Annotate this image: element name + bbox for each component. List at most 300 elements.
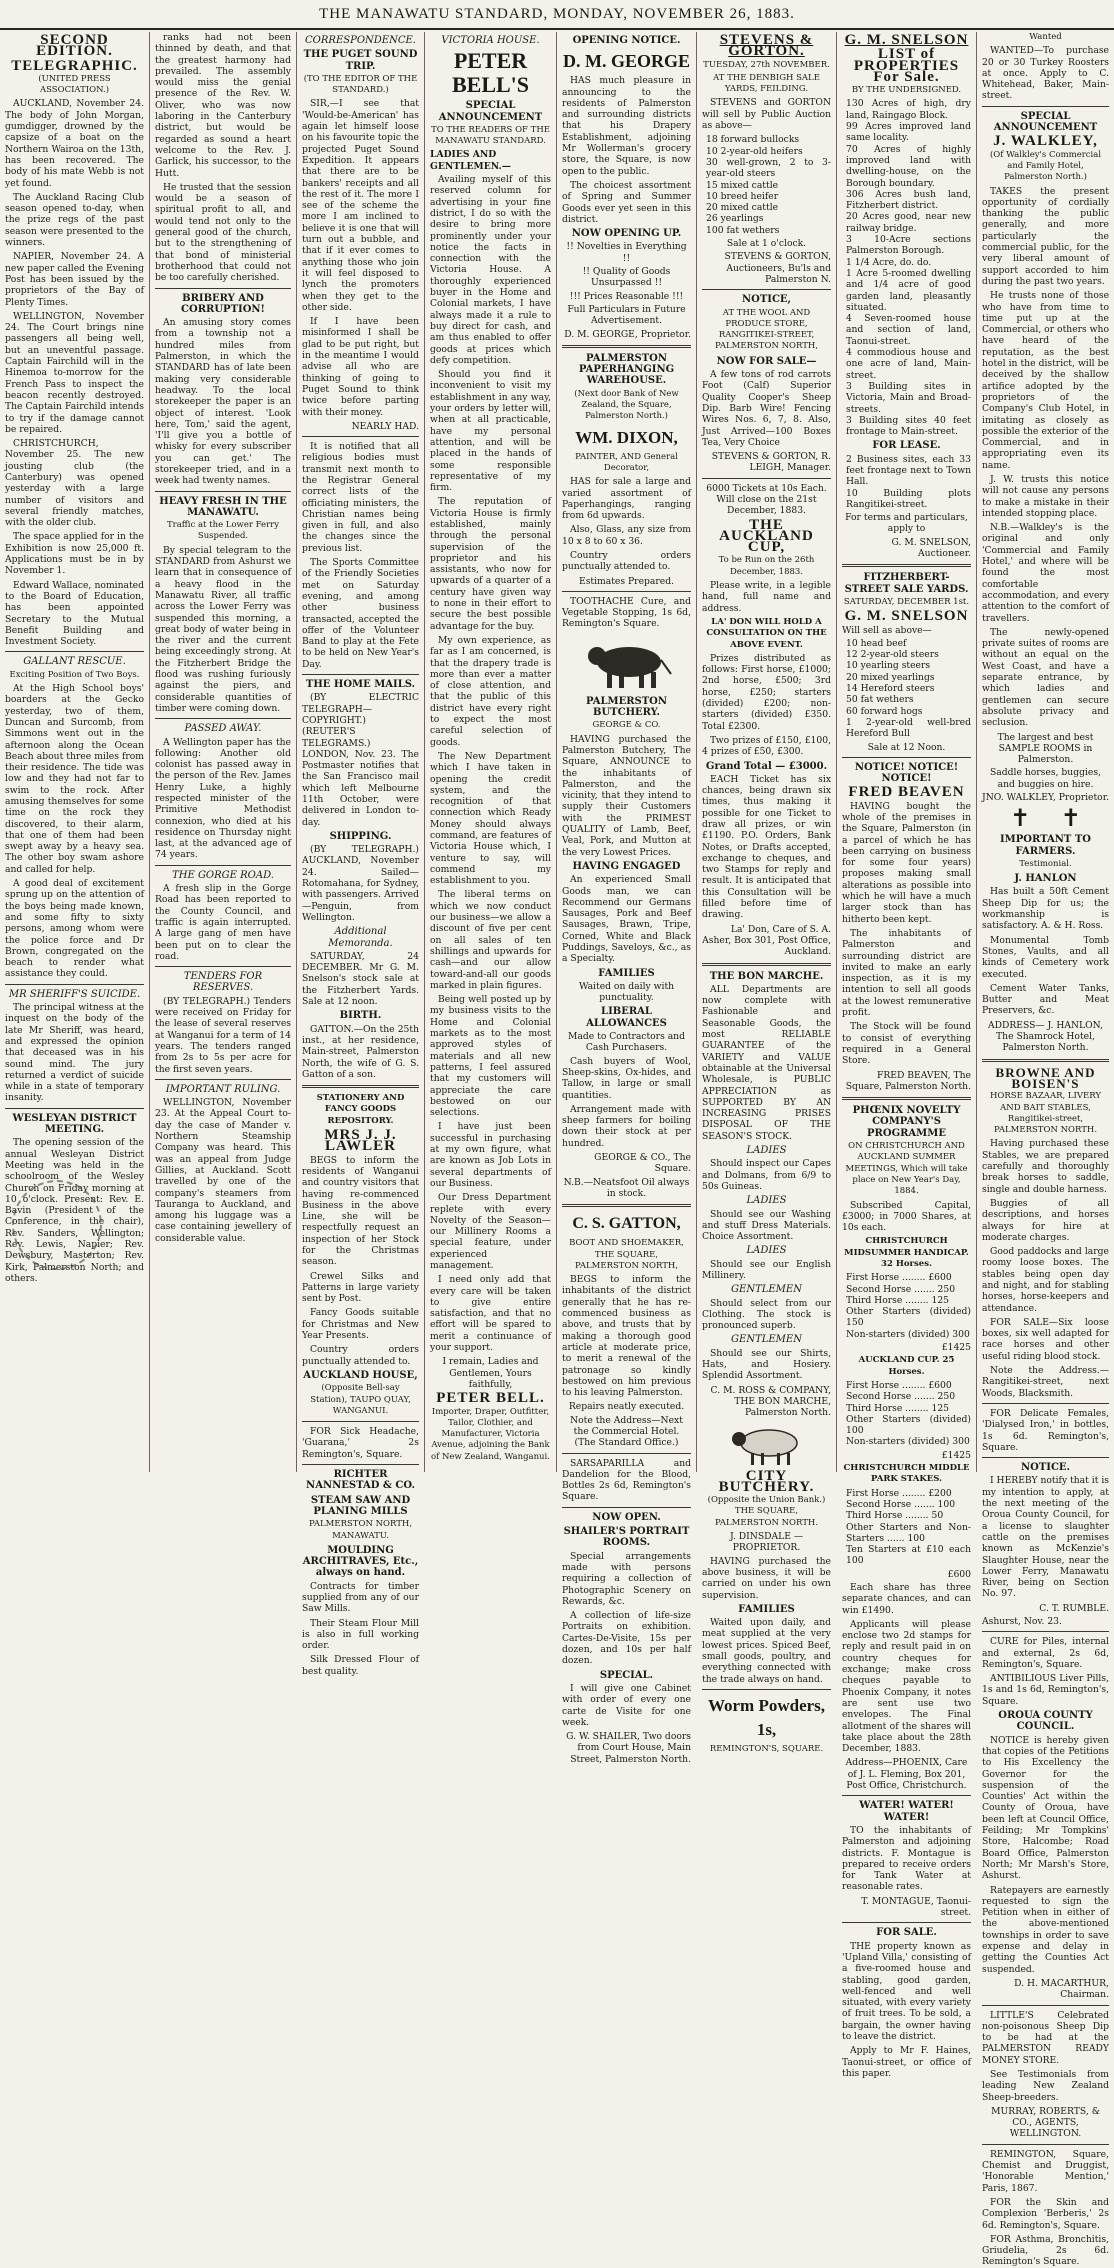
list-item: Third Horse ........ 125 (846, 1402, 950, 1414)
ad-title: G. M. SNELSON (844, 608, 969, 625)
list-item: Third Horse ........ 125 (846, 1294, 950, 1306)
ad-heading: FAMILIES (598, 967, 655, 979)
ad-para: TOOTHACHE Cure, and Vegetable Stopping, 1s 6d, Remington's Square. (562, 595, 691, 630)
list-item: Third Horse ........ 50 (846, 1510, 944, 1522)
ad-line: Made to Contractors and Cash Purchasers. (568, 1031, 685, 1054)
ad-para: Should you find it inconvenient to visit my establishment in any way, your orders by letter will, when at all practicable, have my personal attention, and will be placed in the hands of some responsible representative of my firm. (430, 369, 551, 494)
divider (155, 966, 291, 967)
ad-line: N.B.—Neatsfoot Oil always in stock. (563, 1176, 690, 1199)
ad-para: Apply to Mr F. Haines, Taonui-street, or office of this paper. (842, 2045, 971, 2079)
ad-para: I HEREBY notify that it is my intention to apply, at the next meeting of the Oroua County Council, for a license to slaughter cattle on the premises known as McKenzie's Slaughter House, near the Lower Ferry, Manawatu River, being on Section No. 97. (982, 1475, 1109, 1600)
ad-subheading: HORSE BAZAAR, LIVERY AND BAIT STABLES, Rangitikei-street, PALMERSTON NORTH. (990, 1091, 1101, 1136)
ad-para: Cash buyers of Wool, Sheep-skins, Ox-hides, and Tallow, in large or small quantities. (562, 1055, 691, 1101)
signature: G. W. SHAILER, Two doors from Court House, Main Street, Palmerston North. (566, 1731, 691, 1765)
ad-heading: NOTICE! NOTICE! NOTICE! (854, 761, 959, 785)
ad-heading: FOR SALE. (876, 1927, 937, 1939)
signature: T. MONTAGUE, Taonui-street. (861, 1895, 971, 1919)
list-item: 306 Acres bush land, Fitzherbert district. (846, 188, 971, 212)
list-item: 100 fat wethers (706, 224, 780, 236)
ad-heading: FITZHERBERT-STREET SALE YARDS. (844, 572, 969, 595)
ad-heading: STATIONERY AND FANCY GOODS REPOSITORY. (316, 1093, 405, 1126)
list-item: Other Starters (divided) 150 (846, 1306, 971, 1329)
list-item: 12 2-year-old steers (846, 649, 939, 661)
ad-subheading: (Opposite Bell-say Station), TAUPO QUAY, WANGANUI. (310, 1383, 411, 1416)
ad-heading: NOW OPENING UP. (571, 228, 682, 240)
ad-line: Estimates Prepared. (578, 575, 674, 587)
signature: D. H. MACARTHUR, Chairman. (1014, 1977, 1109, 2001)
ad-para: Being well posted up by my business visits to the Home and Colonial markets as to the most approved styles of materials and all new patterns, I feel assured that my customers will appreciate the care bestowed on our selections. (430, 994, 551, 1119)
ad-para: Each share has three separate chances, and can win £1490. (842, 1582, 971, 1616)
list-item: 50 fat wethers (846, 694, 914, 706)
race-heading: CHRISTCHURCH MIDDLE PARK STAKES. (843, 1463, 970, 1485)
article-para: A fresh slip in the Gorge Road has been reported to the County Council, and traffic is again interrupted. A large gang of men have been put on to clear the road. (155, 883, 291, 962)
ad-line: For terms and particulars, apply to (845, 512, 968, 535)
article-para: If I have been misinformed I shall be glad to be put right, but in the meantime I would advise all who are thinking of going to Puget Sound to think twice before parting with their money. (302, 316, 419, 418)
ad-para: The New Department which I have taken in opening the credit system, and the recognition of that connection which Ready Money should always command, are features of Victoria House which, I venture to say, will commend my establishment to you. (430, 750, 551, 887)
divider (982, 2005, 1109, 2006)
ad-heading: NOW OPEN. (592, 1511, 661, 1523)
ad-heading: RICHTER NANNESTAD & CO. (306, 1469, 415, 1492)
ad-para: Good paddocks and large roomy loose boxes. The stables being open day and night, and for stabling horses, horse-keepers and attendance. (982, 1246, 1109, 1314)
ad-para: Cement Water Tanks, Butter and Meat Preservers, &c. (982, 982, 1109, 1017)
article-para: The opening session of the annual Wesleyan District Meeting was held in the schoolroom of the Wesley Church on Friday morning at 10 o'clock. Present: Rev. E. Bavin (President of the Conference, in the chair), Rev. Sanders, Wellington; Rev. Lewis, Napier; Rev. Dewsbury, Masterton; Rev. Kirk, Palmerston North; and others. (5, 1137, 144, 1284)
prize-total: £600 (947, 1568, 971, 1580)
divider (982, 1059, 1109, 1062)
divider (5, 651, 144, 652)
ad-heading: NOTICE, (741, 294, 792, 306)
divider (155, 718, 291, 719)
ad-para: Buggies of all descriptions, and horses always for hire at moderate charges. (982, 1197, 1109, 1243)
ad-para: I will give one Cabinet with order of every one carte de Visite for one week. (562, 1682, 691, 1728)
ad-para: Availing myself of this reserved column for advertising in your fine district, I do so with the desire to bring more prominently under your notice the facts in connection with the Victoria House. A thoroughly experienced buyer in the Home and Colonial markets, I have always made it a rule to buy direct for cash, and am thus enabled to offer goods at prices which defy competition. (430, 174, 551, 366)
ad-heading: SHAILER'S PORTRAIT ROOMS. (563, 1526, 690, 1549)
article-para: NAPIER, November 24. A new paper called the Evening Post has been issued by the proprietors of the Bay of Plenty Times. (5, 251, 144, 308)
ad-para: Note the Address.—Rangitikei-street, next Woods, Blacksmith. (982, 1365, 1109, 1399)
ad-heading: PHŒNIX NOVELTY COMPANY'S PROGRAMME (852, 1105, 961, 1139)
prize-total: £1425 (941, 1449, 971, 1461)
divider (302, 1421, 419, 1422)
list-item: 26 yearlings (706, 213, 764, 225)
ad-line: The largest and best SAMPLE ROOMS in Palmerston. (997, 731, 1094, 766)
ad-para: Arrangement made with sheep farmers for boiling down their stock at per hundred. (562, 1103, 691, 1149)
ad-heading: MOULDING ARCHITRAVES, Etc., always on hand. (302, 1544, 419, 1579)
section-heading: THE GORGE ROAD. (172, 869, 274, 881)
ad-para: REMINGTON, Square, Chemist and Druggist, 'Honorable Mention,' Paris, 1867. (982, 2148, 1109, 2194)
ad-heading: GENTLEMEN (731, 1334, 802, 1346)
ad-line: !! Quality of Goods Unsurpassed !! (582, 266, 671, 289)
ad-heading: VICTORIA HOUSE. (441, 35, 540, 46)
divider (842, 1097, 971, 1100)
ad-para: HAVING purchased the Palmerston Butchery, The Square, ANNOUNCE to the inhabitants of Palmerston, and the vicinity, that they intend to supply their Customers with the PRIMEST QUALITY of Lamb, Beef, Veal, Pork, and Mutton at the very Lowest Prices. (562, 733, 691, 858)
divider (155, 865, 291, 866)
divider (982, 1457, 1109, 1458)
ad-heading: LADIES (746, 1245, 787, 1257)
ad-heading: IMPORTANT TO FARMERS. (1000, 834, 1091, 857)
ad-para: FOR the Skin and Complexion 'Berberis,' 2s 6d. Remington's, Square. (982, 2196, 1109, 2231)
article-para: By special telegram to the STANDARD from Ashurst we learn that in consequence of a heavy flood in the Manawatu River, all traffic across the Lower Ferry was suspended this morning, a great body of water being in the river and the current being exceedingly strong. At the Fitzherbert Bridge the flood was rushing furiously against the piers, and considerable quantities of timber were coming down. (155, 544, 291, 714)
divider (562, 1453, 691, 1454)
ad-para: The choicest assortment of Spring and Summer Goods ever yet seen in this district. (562, 179, 691, 225)
ad-para: The newly-opened private suites of rooms are without an equal on the West Coast, and have a separate entrance, by which ladies and gentlemen can secure absolute privacy and seclusion. (982, 626, 1109, 729)
list-item: 15 mixed cattle (706, 179, 779, 191)
article-para: It is notified that all religious bodies must transmit next month to the Registrar General correct lists of the officiating ministers, the Christian names being given in full, and also the changes since the previous list. (302, 441, 419, 554)
article-para: (BY TELEGRAPH.) AUCKLAND, November 24. Sailed—Rotomahana, for Sydney, with passengers. Arrived—Penguin, from Wellington. (302, 844, 419, 923)
divider (155, 1079, 291, 1080)
article-para: An amusing story comes from a township not a hundred miles from Palmerston, in which the STANDARD has of late been making very considerable headway. To the local storekeeper the paper is an object of interest. 'Look here, Tom,' said the agent, 'I'll give you a bottle of whisky for every subscriber you can get.' The storekeeper tried, and in a week had twenty names. (155, 317, 291, 487)
column-7 (837, 32, 977, 2079)
ad-para: N.B.—Walkley's is the original and only 'Commercial and Family Hotel,' and where will be found the most comfortable accommodation, and every attention to the comfort of travellers. (982, 522, 1109, 624)
ad-subheading: (Next door Bank of New Zealand, the Square, Palmerston North.) (574, 388, 679, 422)
salutation: LADIES AND GENTLEMEN.— (430, 149, 511, 172)
ad-title: G. M. SNELSON (844, 32, 969, 48)
ad-line: Note the Address—Next the Commercial Hotel. (The Standard Office.) (570, 1414, 683, 1449)
divider (302, 1085, 419, 1088)
prize-list (842, 1380, 971, 1448)
ad-subheading: TO THE READERS OF THE MANAWATU STANDARD. (431, 124, 550, 147)
list-item: Non-starters (divided) 300 (846, 1328, 970, 1340)
article-para: ranks had not been thinned by death, and that the greatest harmony had prevailed. The assembly would miss the genial presence of the Rev. W. Oliver, who was now laboring in the Canterbury district, but would be regarded as sound a heart welcome to the Rev. J. Garlick, his successor, to the Hutt. (155, 32, 291, 179)
ad-para: Our Dress Department replete with every Novelty of the Season—our Millinery Rooms a special feature, under experienced management. (430, 1192, 551, 1271)
column-label: Wanted (1029, 32, 1062, 42)
list-item: 18 forward bullocks (706, 134, 800, 146)
sheep-illustration (725, 1423, 809, 1467)
section-subheading: Traffic at the Lower Ferry Suspended. (166, 520, 280, 542)
ad-heading: PALMERSTON PAPERHANGING WAREHOUSE. (578, 352, 675, 387)
ad-heading: THE BON MARCHE. (709, 970, 824, 982)
ad-heading: LADIES (746, 1145, 787, 1157)
ad-para: Should select from our Clothing. The stock is pronounced superb. (702, 1297, 831, 1332)
article-para: (BY TELEGRAPH.) Tenders were received on Friday for the lease of several reserves at Wanganui for a term of 14 years. The tenders ranged from 2s to 5s per acre for the first seven years. (155, 995, 291, 1075)
race-heading: CHRISTCHURCH MIDSUMMER HANDICAP. 32 Horses. (844, 1236, 969, 1269)
ad-para: Waited upon daily, and meat supplied at the very lowest prices. Spiced Beef, small goods, poultry, and everything connected with the trade always on hand. (702, 1617, 831, 1685)
list-item: 70 Acres of highly improved land with dwelling-house, on the Borough boundary. (846, 143, 971, 189)
signature: C. M. ROSS & COMPANY, THE BON MARCHE, Palmerston North. (710, 1384, 831, 1419)
ad-date: Ashurst, Nov. 23. (982, 1616, 1062, 1627)
section-heading: THE PUGET SOUND TRIP. (303, 49, 418, 72)
ad-para: HAVING bought the whole of the premises in the Square, Palmerston (in a parcel of which he has been carrying on business for some four years) proposes making small alterations as possible into which he will have a much larger stock than has hitherto been kept. (842, 800, 971, 925)
section-heading: GALLANT RESCUE. (23, 656, 126, 668)
masthead: THE MANAWATU STANDARD, MONDAY, NOVEMBER 26, 1883. (0, 0, 1114, 30)
ad-heading: STEAM SAW AND PLANING MILLS (310, 1494, 411, 1517)
section-heading: TENDERS FOR RESERVES. (183, 971, 263, 994)
list-item: 20 mixed yearlings (846, 671, 935, 683)
ad-line: ADDRESS— J. HANLON, The Shamrock Hotel, Palmerston North. (987, 1019, 1104, 1054)
article-para: The space applied for in the Exhibition is now 25,000 ft. Applications must be in by November 1. (5, 531, 144, 577)
ad-heading: Grand Total — £3000. (705, 760, 828, 772)
ad-para: Country orders punctually attended to. (302, 1344, 419, 1367)
list-item: 10 Building plots Rangitikei-street. (846, 487, 971, 510)
ad-heading: GENTLEMEN (731, 1284, 802, 1296)
ad-para: Special arrangements made with persons requiring a collection of Photographic Scenery on Rewards, &c. (562, 1550, 691, 1607)
article-para: The Auckland Racing Club season opened to-day, when the prize regs of the past season were presented to the winners. (5, 191, 144, 249)
ad-para: HAS for sale a large and varied assortment of Paperhangings, ranging from 6d upwards. (562, 476, 691, 522)
ad-para: Subscribed Capital, £3000; in 7000 Shares, at 10s each. (842, 1199, 971, 1234)
ad-title: BROWNE AND BOISEN'S (995, 1064, 1096, 1091)
article-para: He trusted that the session would be a season of spiritual profit to all, and would tend not only to the general good of the church, but to the strengthening of that bond of ministerial brotherhood that could not be too carefully cherished. (155, 181, 291, 284)
section-heading: BIRTH. (339, 1010, 382, 1022)
list-item: First Horse ........ £600 (846, 1379, 952, 1391)
section-heading: PASSED AWAY. (184, 723, 262, 735)
list-item: 10 breed heifer (706, 190, 779, 202)
stock-list (702, 134, 831, 236)
ad-para: LITTLE'S Celebrated non-poisonous Sheep Dip to be had at the PALMERSTON READY MONEY STORE. (982, 2009, 1109, 2066)
ad-heading: HAVING ENGAGED (572, 860, 681, 872)
divider (842, 1922, 971, 1923)
section-heading: IMPORTANT RULING. (165, 1083, 281, 1095)
ad-heading: LIBERAL ALLOWANCES (586, 1006, 667, 1029)
article-para: GATTON.—On the 25th inst., at her residence, Main-street, Palmerston North, the wife of G. S. Gatton of a son. (302, 1023, 419, 1080)
ad-para: Two prizes of £150, £100, 4 prizes of £50, £300. (702, 734, 831, 758)
ad-para: Should see our English Millinery. (702, 1258, 831, 1281)
list-item: 1 1/4 Acre, do. do. (846, 256, 932, 268)
list-item: 3 Building sites in Victoria, Main and Broad-streets. (846, 380, 971, 415)
article-para: AUCKLAND, November 24. The body of John Morgan, gumdigger, drowned by the capsize of a boat on the Northern Wairoa on the 13th, has been recovered. The body of his mate Webb is not yet found. (5, 98, 144, 189)
ad-subheading: (Of Walkley's Commercial and Family Hotel, Palmerston North.) (989, 149, 1102, 183)
ad-subheading: (Opposite the Union Bank.) THE SQUARE, PALMERSTON NORTH. (707, 1495, 826, 1528)
signature: G. M. SNELSON, Auctioneer. (891, 536, 971, 560)
ad-para: The Stock will be found to consist of everything required in a General Store. (842, 1021, 971, 1067)
ad-para: Silk Dressed Flour of best quality. (302, 1654, 419, 1677)
article-para: A good deal of excitement sprung up on the attention of the boys being made known, and some fifty to sixty persons, among whom were the police force and Dr Brown, congregated on the beach to render what assistance they could. (5, 878, 144, 980)
section-heading: Additional Memoranda. (328, 926, 393, 949)
list-item: 4 commodious house and one acre of land, Main-street. (846, 347, 971, 381)
telegraphic-heading: TELEGRAPHIC. (11, 57, 138, 74)
ad-heading: FAMILIES (738, 1603, 795, 1615)
ad-title: PETER BELL'S (451, 48, 530, 98)
ad-para: BEGS to inform the residents of Wanganui and country visitors that having re-commenced Business in the above Line, she will be respectfully request an inspection of her Stock for the Christmas season. (302, 1154, 419, 1268)
divider (702, 963, 831, 966)
ad-line: MURRAY, ROBERTS, & CO., AGENTS, WELLINGTON. (991, 2105, 1100, 2140)
ad-line: Waited on daily with punctuality. (578, 980, 675, 1004)
ad-title: C. S. GATTON, (572, 1215, 681, 1233)
list-item: Other Starters and Non-Starters ...... 100 (846, 1521, 971, 1544)
ad-para: Prizes distributed as follows: First horse, £1000; 2nd horse, £500; 3rd horse, £250; starters (divided) £200; non-starters (divided) £350. Total £2300. (702, 652, 831, 732)
ad-para: He trusts none of those who have from time to time put up at the Commercial, or others who have heard of the reputation, as the best hotel in the district, will be deceived by the shallow artifice adopted by the proprietors of the Company's Club Hotel, in imitating as closely as possible the exterior of the Commercial, and in appropriating even its name. (982, 290, 1109, 471)
ad-subheading: REMINGTON'S, SQUARE. (709, 1743, 824, 1754)
ad-line: J. DINSDALE — PROPRIETOR. (729, 1531, 804, 1554)
ad-subheading: PAINTER, AND General Decorator, (575, 451, 678, 473)
bull-illustration (579, 634, 675, 692)
signature: D. M. GEORGE, Proprietor. (564, 328, 691, 340)
ad-title: J. HANLON (1014, 873, 1077, 885)
ad-date: TUESDAY, 27th NOVEMBER. (703, 59, 830, 70)
ad-para: Ratepayers are earnestly requested to sign the Petition when in either of the above-mentioned townships in order to save expense and delay in getting the Counties Act suspended. (982, 1884, 1109, 1975)
article-para: A Wellington paper has the following: Another old colonist has passed away in the person of the Rev. James Henry Luke, a highly respected minister of the Primitive Methodist connexion, who died at his residence on Thursday night last, at the advanced age of 74 years. (155, 736, 291, 861)
ad-heading: PALMERSTON BUTCHERY. (585, 695, 668, 719)
list-item: 4 Seven-roomed house and section of land, Taonui-street. (846, 313, 971, 347)
article-para: Edward Wallace, nominated to the Board of Education, has been appointed Secretary to the Mutual Benefit Building and Investment Society. (5, 579, 144, 648)
divider (302, 1464, 419, 1465)
ad-title: CITY BUTCHERY. (718, 1467, 815, 1495)
ad-para: My own experience, as far as I am concerned, is that the drapery trade is more than ever a matter of close attention, and that the public of this district have every right to expect the most careful selection of goods. (430, 634, 551, 748)
ad-para: Their Steam Flour Mill is also in full working order. (302, 1617, 419, 1652)
list-item: 1 Acre 5-roomed dwelling and 1/4 acre of good garden land, pleasantly situated. (846, 267, 971, 313)
signature: La' Don, Care of S. A. Asher, Box 301, Post Office, Auckland. (702, 923, 831, 958)
ad-line: Address—PHOENIX, Care of J. L. Fleming, Box 201, Post Office, Christchurch. (845, 1757, 968, 1792)
ad-heading: MRS J. J. LAWLER (324, 1127, 397, 1155)
list-item: 10 2-year-old heifers (706, 145, 803, 157)
ad-line: 6000 Tickets at 10s Each. Will close on the 21st December, 1883. (706, 482, 827, 517)
divider (982, 2144, 1109, 2145)
ad-para: TAKES the present opportunity of cordially thanking the public generally, and more particularly the commercial public, for the very liberal amount of support accorded to him during the past two years. (982, 185, 1109, 287)
ad-para: A collection of life-size Portraits on exhibition. Cartes-De-Visite, 15s per dozen, and 10s per half dozen. (562, 1610, 691, 1667)
ad-title: STEVENS & GORTON. (719, 32, 814, 60)
ad-title: WM. DIXON, (575, 427, 678, 447)
ad-line: Will sell as above— (842, 624, 932, 636)
ad-title: Worm Powders, 1s, (707, 1695, 826, 1739)
divider (702, 478, 831, 479)
ad-heading: FOR LEASE. (872, 440, 941, 452)
divider (302, 436, 419, 437)
list-item: Non-starters (divided) 300 (846, 1436, 970, 1448)
section-heading: CORRESPONDENCE. (305, 35, 416, 46)
ad-para: TO the inhabitants of Palmerston and adjoining districts. F. Montague is prepared to receive orders for Tank Water at reasonable rates. (842, 1824, 971, 1893)
ad-subheading: BY THE UNDERSIGNED. (851, 85, 962, 96)
ad-line: Sale at 12 Noon. (867, 741, 946, 753)
list-item: 99 Acres improved land same locality. (846, 121, 971, 144)
prize-total: £1425 (941, 1342, 971, 1354)
signature: C. T. RUMBLE. (1039, 1602, 1109, 1614)
ad-para: The liberal terms on which we now conduct our business—we allow a discount of five per cent on all sales of ten shillings and upwards for cash—and our allow toward-and-all our goods marked in plain figures. (430, 889, 551, 991)
list-item: 20 mixed cattle (706, 202, 779, 214)
list-item: Second Horse ....... 250 (846, 1391, 956, 1403)
list-item: 130 Acres of high, dry land, Raingago Block. (846, 98, 971, 121)
signature: PETER BELL. (436, 1390, 545, 1407)
ad-para: Should inspect our Capes and Dolmans, from 6/9 to 50s Guineas. (702, 1158, 831, 1192)
ad-para: The inhabitants of Palmerston and surrounding district are invited to make an early inspection, as it is my intention to sell all goods at the lowest remunerative profit. (842, 927, 971, 1019)
section-subheading: (TO THE EDITOR OF THE STANDARD.) (303, 73, 418, 96)
article-para: WELLINGTON, November 24. The Court brings nine passengers all being well, but an uneventful passage. Captain Fairchild will in the Hinemoa to-morrow for the French Pass to inspect the beacon recently destroyed. The Captain Fairchild intends to try if the damage cannot be repaired. (5, 310, 144, 435)
ad-para: EACH Ticket has six chances, being drawn six times, thus making it possible for one Ticket to draw all prizes, or win £1190. P.O. Orders, Bank Notes, or Drafts accepted, exchange to cheques, and two Stamps for reply and result. It is anticipated that this Consultation will be filled before time of drawing. (702, 773, 831, 921)
list-item: Second Horse ....... 100 (846, 1498, 956, 1510)
ad-title: D. M. GEORGE (562, 51, 690, 72)
ad-para: Has built a 50ft Cement Sheep Dip for us; the workmanship is satisfactory. A. & H. Ross. (982, 886, 1109, 932)
ad-para: A few tons of rod carrots Foot (Calf) Superior Quality Cooper's Sheep Dip. Barb Wire! Fencing Wires Nos. 6, 7, 8. Also, Just Arrived—100 Boxes Tea, Very Choice (702, 369, 831, 448)
section-heading: SHIPPING. (329, 830, 392, 842)
divider (842, 564, 971, 567)
section-heading: WESLEYAN DISTRICT MEETING. (12, 1112, 137, 1136)
ad-para: ANTIBILIOUS Liver Pills, 1s and 1s 6d, Remington's, Square. (982, 1673, 1109, 1707)
article-para: WELLINGTON, November 23. At the Appeal Court to-day the case of Mander v. Northern Steamship Company was heard. This was an appeal from Judge Gillies, at Auckland. Scott travelled by one of the company's steamers from Tauranga to Auckland, and among his luggage was a case containing jewellery of considerable value. (155, 1097, 291, 1244)
ad-para: STEVENS and GORTON will sell by Public Auction as above— (702, 97, 831, 132)
divider (842, 757, 971, 758)
ad-line: Saddle horses, buggies, and buggies on hire. (990, 767, 1101, 790)
ad-para: Also, Glass, any size from 10 x 8 to 60 x 36. (562, 524, 691, 547)
ink-stamp-mark (12, 1180, 102, 1270)
article-para: SIR,—I see that 'Would-be-American' has again let himself loose on his favourite topic the projected Puget Sound Expedition. It appears that there are to be bankers' receipts and all the rest of it. The more I see of the scheme the more I am inclined to believe it is one that will turn out a bubble, and that if it ever comes to anything those who join it will feel disposed to lynch the promoters when they get to the other side. (302, 98, 419, 313)
article-para: (BY ELECTRIC TELEGRAPH—COPYRIGHT.) (REUTER'S TELEGRAMS.) LONDON, Nov. 23. The Postmaster notifies that the San Francisco mail which left Melbourne 11th October, were delivered in London to-day. (302, 692, 419, 828)
ad-subheading: AT THE DENBIGH SALE YARDS, FEILDING. (713, 72, 820, 95)
signature: JNO. WALKLEY, Proprietor. (982, 792, 1109, 803)
ad-title: J. WALKLEY, (993, 133, 1098, 150)
ad-heading: WATER! WATER! WATER! (859, 1800, 954, 1823)
ad-para: An experienced Small Goods man, we can Recommend our Germans Sausages, Pork and Beef Sausages, Brawn, Tripe, Corned, White and Black Puddings, Saveloys, &c., as a Specialty. (562, 874, 691, 965)
ad-para: The reputation of Victoria House is firmly established, mainly through the personal supervision of the proprietor and his assistants, who now for upwards of a quarter of a century have given way to none in their effort to secure the best possible advantage for the buy. (430, 496, 551, 632)
ad-para: Crewel Silks and Patterns in large variety sent by Post. (302, 1270, 419, 1305)
ad-para: HAVING purchased the above business, it will be carried on under his own supervision. (702, 1555, 831, 1601)
ad-heading: NOTICE. (1020, 1462, 1071, 1474)
article-para: SATURDAY, 24 DECEMBER. Mr G. M. Snelson's stock sale at the Fitzherbert Yards. Sale at 12 noon. (302, 950, 419, 1008)
list-item: 14 Hereford steers (846, 683, 935, 695)
ad-para: Country orders punctually attended to. (562, 549, 691, 573)
list-item: 3 Building sites 40 feet frontage to Main-street. (846, 414, 971, 438)
ad-subheading: ON CHRISTCHURCH AND AUCKLAND SUMMER MEETINGS, Which will take place on New Year's Day, 1884. (845, 1141, 968, 1197)
ad-para: CURE for Piles, internal and external, 2s 6d, Remington's, Square. (982, 1636, 1109, 1670)
ad-line: Repairs neatly executed. (568, 1401, 685, 1413)
ad-para: Should see our Washing and stuff Dress Materials. Choice Assortment. (702, 1208, 831, 1243)
list-item: Second Horse ....... 250 (846, 1283, 956, 1295)
ad-para: I need only add that every care will be taken to give entire satisfaction, and that no effort will be spared to merit a continuance of your support. (430, 1274, 551, 1354)
divider (982, 106, 1109, 107)
ad-footer: Importer, Draper, Outfitter, Tailor, Clothier, and Manufacturer, Victoria Avenue, adjoining the Bank of New Zealand, Wanganui. (431, 1406, 550, 1462)
signature: STEVENS & GORTON, Auctioneers, Bu'ls and Palmerston N. (724, 251, 831, 285)
ad-para: FOR SALE—Six loose boxes, six well adapted for race horses and other useful riding blood stock. (982, 1316, 1109, 1362)
ad-para: I have just been successful in purchasing at my own figure, what are known as Job Lots in several departments of our Business. (430, 1121, 551, 1189)
ad-title: THE AUCKLAND CUP, (719, 516, 814, 556)
ad-para: THE property known as 'Upland Villa,' consisting of a five-roomed house and stabling, good garden, well-fenced and well situated, with every variety of fruit trees. To be sold, a bargain, the owner having to leave the district. (842, 1940, 971, 2042)
section-heading: BRIBERY AND CORRUPTION! (181, 292, 265, 315)
ad-date: SATURDAY, DECEMBER 1st. (843, 596, 970, 607)
ad-heading: OPENING NOTICE. (572, 35, 681, 46)
ad-heading: LA' DON WILL HOLD A CONSULTATION ON THE ABOVE EVENT. (706, 616, 827, 650)
list-item: 1 2-year-old well-bred Hereford Bull (846, 716, 971, 740)
prize-list (842, 1272, 971, 1340)
signature: GEORGE & CO., The Square. (594, 1152, 691, 1175)
ad-line: Sale at 1 o'clock. (726, 238, 807, 250)
ad-para: WANTED—To purchase 20 or 30 Turkey Roosters at once. Apply to C. Whitehead, Baker, Main-street. (982, 45, 1109, 102)
ad-title: FRED BEAVEN (848, 784, 965, 801)
ad-line: !! Novelties in Everything !! (566, 241, 687, 264)
divider (562, 345, 691, 348)
column-8 (977, 32, 1114, 2268)
list-item: 2 Business sites, each 33 feet frontage next to Town Hall. (846, 453, 971, 488)
lease-list (842, 454, 971, 510)
ad-para: See Testimonials from leading New Zealand Sheep-breeders. (982, 2068, 1109, 2103)
column-6 (697, 32, 837, 1754)
divider (302, 674, 419, 675)
ad-subheading: PALMERSTON NORTH, MANAWATU. (308, 1519, 413, 1541)
ad-para: Contracts for timber supplied from any of our Saw Mills. (302, 1580, 419, 1615)
assoc-line: (UNITED PRESS ASSOCIATION.) (38, 73, 111, 96)
divider (5, 1108, 144, 1109)
ad-para: HAS much pleasure in announcing to the residents of Palmerston and surrounding districts that his Drapery Establishment, adjoining Mr Wollerman's grocery store, the Square, is now open to the public. (562, 75, 691, 177)
list-item: 10 yearling steers (846, 660, 931, 672)
list-item: Other Starters (divided) 100 (846, 1413, 971, 1437)
list-item: 3 10-Acre sections Palmerston Borough. (846, 234, 971, 257)
list-item: 10 head beef (846, 637, 907, 649)
divider (562, 591, 691, 592)
ad-para: FOR Delicate Females, 'Dialysed Iron,' in bottles, 1s 6d. Remington's, Square. (982, 1407, 1109, 1453)
race-heading: AUCKLAND CUP. 25 Horses. (858, 1355, 955, 1377)
section-heading: THE HOME MAILS. (305, 679, 416, 691)
signature: STEVENS & GORTON, R. LEIGH, Manager. (711, 451, 831, 474)
list-item: First Horse ........ £600 (846, 1272, 952, 1284)
ad-para: FOR Sick Headache, 'Guarana,' 2s Remington's, Square. (302, 1426, 419, 1460)
list-item: First Horse ........ £200 (846, 1487, 952, 1499)
divider (702, 1689, 831, 1690)
stock-list (842, 638, 971, 740)
ad-line: Full Particulars in Future Advertisement. (567, 303, 686, 327)
ad-para: Monumental Tomb Stones, Vaults, and all kinds of Cemetery work executed. (982, 934, 1109, 980)
divider (982, 1631, 1109, 1632)
ad-para: Having purchased these Stables, we are prepared carefully and thoroughly break horses to saddle, single and double harness. (982, 1138, 1109, 1195)
ad-para: NOTICE is hereby given that copies of the Petitions to His Excellency the Governor for the suspension of the Counties' Act within the County of Oroua, have been left at Council Office, Feilding; Mr Tompkins' Store, Halcombe; Road Board Office, Palmerston North; Mr Marsh's Store, Ashurst. (982, 1734, 1109, 1882)
ad-subheading: To be Run on the 26th December, 1883. (718, 555, 815, 577)
ad-para: J. W. trusts this notice will not cause any persons to make a mistake in their intended stopping place. (982, 473, 1109, 519)
list-item: 60 forward hogs (846, 705, 923, 717)
article-para: The principal witness at the inquest on the body of the late Mr Sheriff, was heard, and expressed the opinion that deceased was in his sound mind. The jury returned a verdict of suicide while in a state of temporary insanity. (5, 1002, 144, 1104)
property-list (842, 98, 971, 437)
